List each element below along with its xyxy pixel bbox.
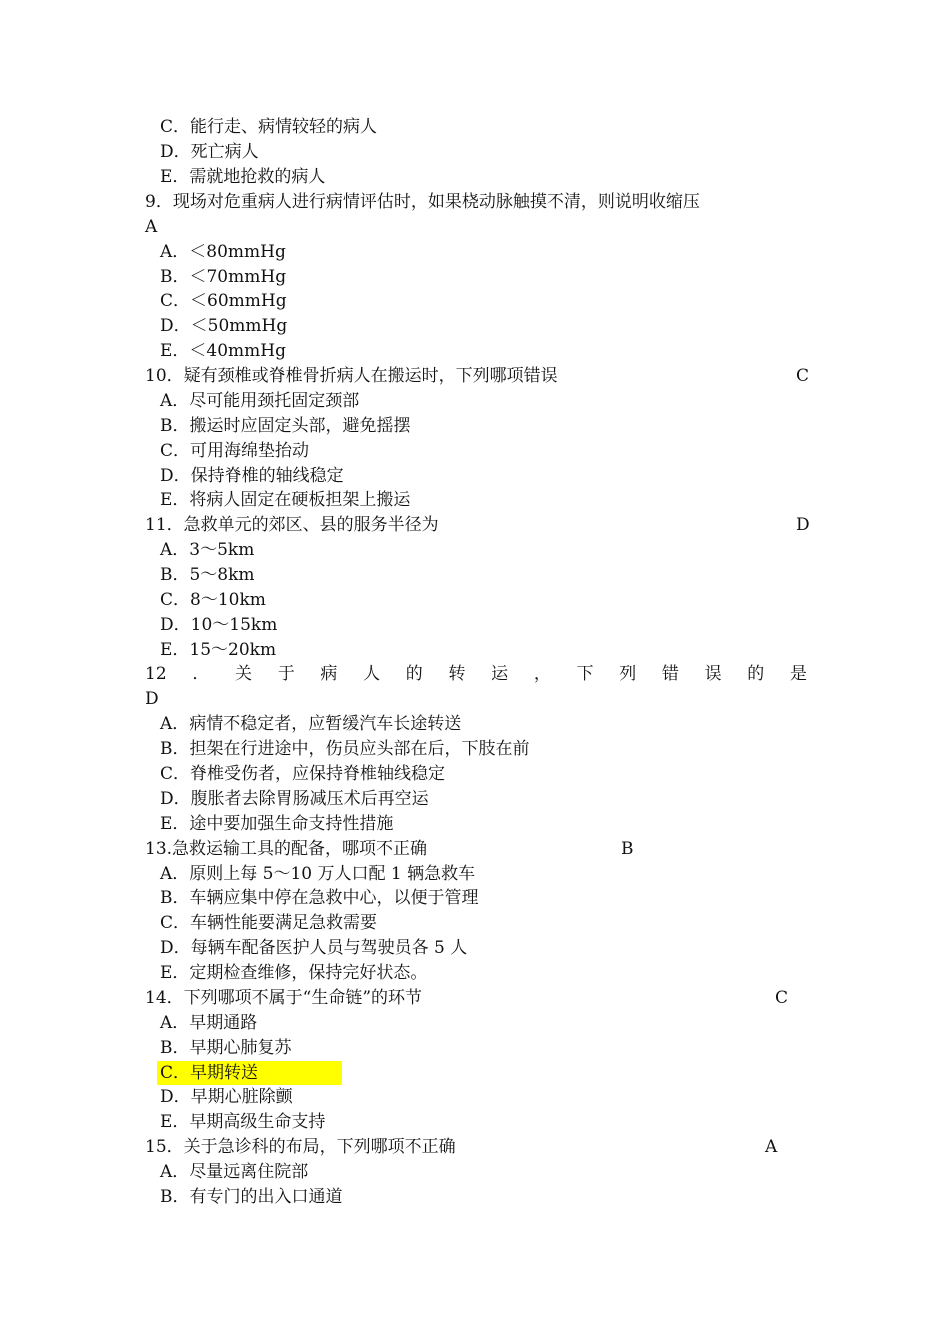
q14-option-c: C．早期转送 [160,1063,259,1083]
q12-stem-char: 关 [235,664,253,684]
q14-stem: 14．下列哪项不属于“生命链”的环节 [145,988,423,1008]
q12-stem-char: 是 [789,664,807,684]
q12-stem-char: 运 [491,664,509,684]
q8-option-c: C．能行走、病情较轻的病人 [160,117,378,137]
q9-answer: A [145,217,158,237]
q13-option-d: D．每辆车配备医护人员与驾驶员各 5 人 [160,938,468,958]
q14-answer: C [775,988,789,1008]
q12-option-d: D．腹胀者去除胃肠减压术后再空运 [160,789,429,809]
q12-stem-char: 误 [704,664,722,684]
q10-stem: 10．疑有颈椎或脊椎骨折病人在搬运时，下列哪项错误 [145,366,558,386]
q14-option-b: B．早期心肺复苏 [160,1038,292,1058]
q12-stem-char: 12 [145,664,167,684]
q14-option-e: E．早期高级生命支持 [160,1112,326,1132]
q11-option-b: B．5～8km [160,565,255,585]
q15-option-b: B．有专门的出入口通道 [160,1187,343,1207]
q9-option-b: B．＜70mmHg [160,267,287,287]
q12-stem-char: 下 [576,664,594,684]
q10-option-d: D．保持脊椎的轴线稳定 [160,466,344,486]
q11-stem: 11．急救单元的郊区、县的服务半径为 [145,515,439,535]
q9-option-c: C．＜60mmHg [160,291,287,311]
q13-stem: 13.急救运输工具的配备，哪项不正确 [145,839,428,859]
q15-option-a: A．尽量远离住院部 [160,1162,309,1182]
q12-stem-char: 转 [448,664,466,684]
q9-option-a: A．＜80mmHg [160,242,286,262]
q12-stem-char: 人 [363,664,381,684]
q14-option-a: A．早期通路 [160,1013,258,1033]
q12-stem-char: 的 [405,664,423,684]
q11-option-e: E．15～20km [160,640,277,660]
q9-option-e: E．＜40mmHg [160,341,286,361]
q12-option-e: E．途中要加强生命支持性措施 [160,814,394,834]
q13-option-a: A．原则上每 5～10 万人口配 1 辆急救车 [160,864,476,884]
q12-option-b: B．担架在行进途中，伤员应头部在后，下肢在前 [160,739,530,759]
q12-option-c: C．脊椎受伤者，应保持脊椎轴线稳定 [160,764,446,784]
q11-answer: D [796,515,810,535]
q12-option-a: A．病情不稳定者，应暂缓汽车长途转送 [160,714,462,734]
q10-option-a: A．尽可能用颈托固定颈部 [160,391,360,411]
q15-stem: 15．关于急诊科的布局，下列哪项不正确 [145,1137,456,1157]
q13-option-b: B．车辆应集中停在急救中心，以便于管理 [160,888,479,908]
q13-option-c: C．车辆性能要满足急救需要 [160,913,378,933]
q12-stem-char: 的 [747,664,765,684]
q12-stem-char: ． [192,664,210,684]
q10-option-e: E．将病人固定在硬板担架上搬运 [160,490,411,510]
q10-option-b: B．搬运时应固定头部，避免摇摆 [160,416,411,436]
q12-stem-char: 病 [320,664,338,684]
q13-option-e: E．定期检查维修，保持完好状态。 [160,963,428,983]
q12-stem-char: 列 [619,664,637,684]
q13-answer: B [621,839,634,859]
q12-stem-char: ， [533,664,551,684]
q15-answer: A [765,1137,778,1157]
q12-stem-char: 于 [277,664,295,684]
q11-option-a: A．3～5km [160,540,255,560]
q12-stem-char: 错 [661,664,679,684]
q11-option-d: D．10～15km [160,615,278,635]
q12-stem [145,662,807,687]
q12-answer: D [145,689,159,709]
q8-option-e: E．需就地抢救的病人 [160,167,326,187]
q10-option-c: C．可用海绵垫抬动 [160,441,310,461]
q14-option-d: D．早期心脏除颤 [160,1087,293,1107]
q9-stem: 9．现场对危重病人进行病情评估时，如果桡动脉触摸不清，则说明收缩压 [145,192,700,212]
q9-option-d: D．＜50mmHg [160,316,288,336]
q10-answer: C [796,366,810,386]
q11-option-c: C．8～10km [160,590,266,610]
q8-option-d: D．死亡病人 [160,142,259,162]
